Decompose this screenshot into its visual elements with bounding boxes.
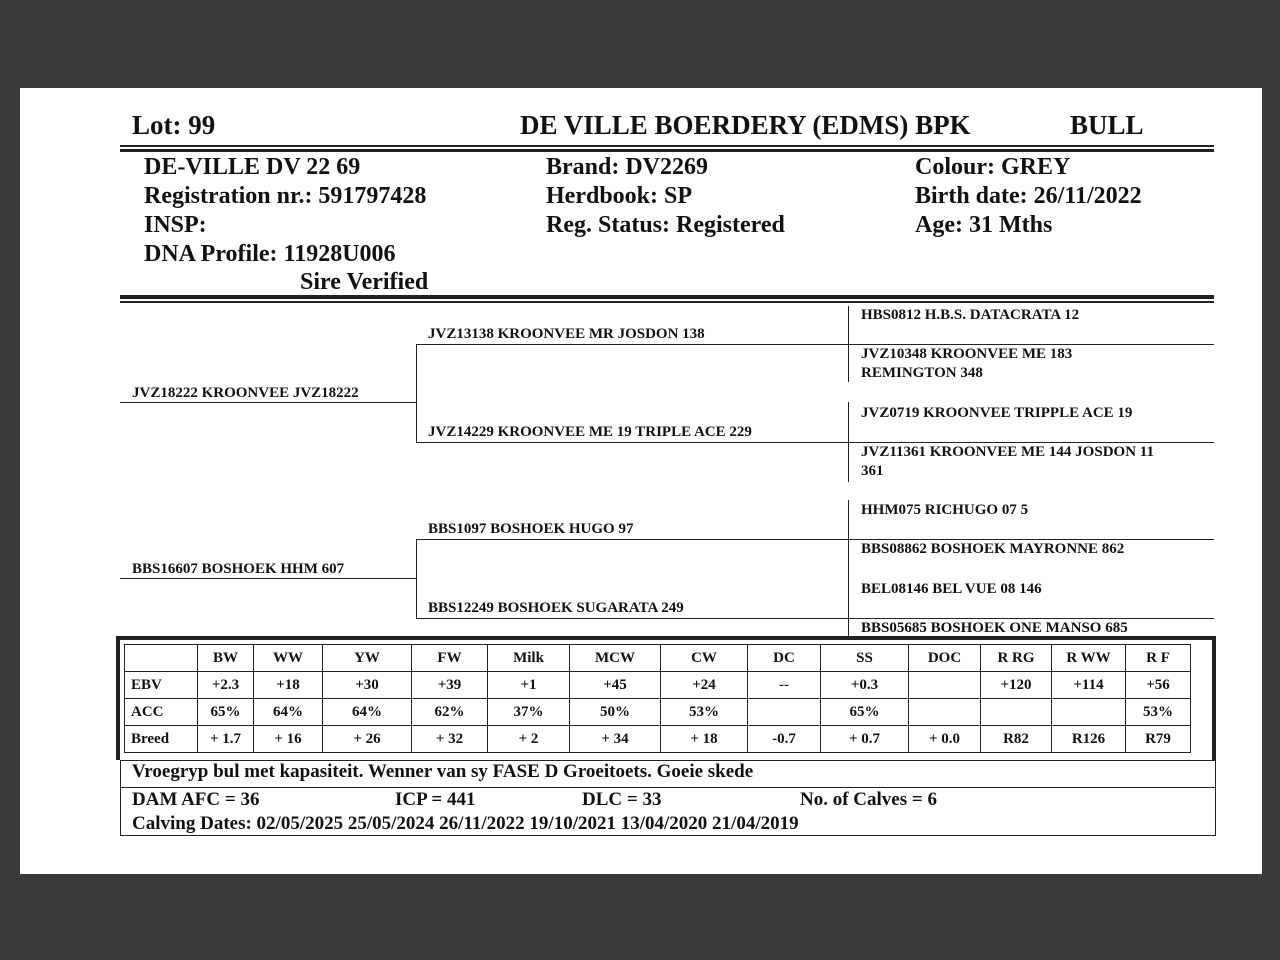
ds-line — [416, 539, 848, 540]
table-cell — [1052, 699, 1126, 726]
pedigree-dsd: BBS08862 BOSHOEK MAYRONNE 862 — [861, 541, 1125, 557]
table-cell: R126 — [1052, 726, 1126, 753]
header-cell: FW — [412, 645, 488, 672]
sire-line — [120, 402, 416, 403]
pedigree-sire-dam: JVZ14229 KROONVEE ME 19 TRIPLE ACE 229 — [428, 424, 752, 440]
breed-row — [125, 726, 1191, 753]
header-cell: CW — [661, 645, 748, 672]
table-cell: 64% — [254, 699, 323, 726]
ss-line — [416, 344, 848, 345]
table-cell: + 0.7 — [821, 726, 909, 753]
table-cell: + 1.7 — [198, 726, 254, 753]
dam-line — [120, 578, 416, 579]
table-cell: +24 — [661, 672, 748, 699]
row-label: Breed — [125, 726, 198, 753]
header-cell: R WW — [1052, 645, 1126, 672]
table-cell — [909, 672, 981, 699]
table-cell: -- — [748, 672, 821, 699]
table-cell: 53% — [1126, 699, 1191, 726]
sss-line — [848, 344, 1214, 345]
table-cell: 37% — [488, 699, 570, 726]
table-cell — [748, 699, 821, 726]
table-cell: +114 — [1052, 672, 1126, 699]
dd-line — [416, 618, 848, 619]
table-cell: + 0.0 — [909, 726, 981, 753]
registration-number: Registration nr.: 591797428 — [144, 183, 427, 209]
pedigree-ssd-cont: REMINGTON 348 — [861, 365, 983, 381]
table-cell: 64% — [323, 699, 412, 726]
sd-line — [416, 442, 848, 443]
sire-bracket — [416, 344, 417, 442]
table-cell: +45 — [570, 672, 661, 699]
header-cell: YW — [323, 645, 412, 672]
pedigree-sdd: JVZ11361 KROONVEE ME 144 JOSDON 11 — [861, 444, 1154, 460]
table-cell: 50% — [570, 699, 661, 726]
pedigree-dam-sire: BBS1097 BOSHOEK HUGO 97 — [428, 521, 634, 537]
header-cell: R F — [1126, 645, 1191, 672]
header-cell: Milk — [488, 645, 570, 672]
row-label: ACC — [125, 699, 198, 726]
pedigree-sds: JVZ0719 KROONVEE TRIPPLE ACE 19 — [861, 405, 1133, 421]
table-cell: +30 — [323, 672, 412, 699]
acc-row — [125, 699, 1191, 726]
dna-profile: DNA Profile: 11928U006 — [144, 241, 396, 267]
animal-name: DE-VILLE DV 22 69 — [144, 154, 361, 180]
animal-sex: BULL — [1070, 110, 1144, 140]
pedigree-ssd: JVZ10348 KROONVEE ME 183 — [861, 346, 1073, 362]
calving-dates: Calving Dates: 02/05/2025 25/05/2024 26/11/2022 19/10/2021 13/04/2020 21/04/2019 — [132, 813, 799, 834]
table-cell: +18 — [254, 672, 323, 699]
table-left-border — [116, 636, 120, 760]
table-cell: 53% — [661, 699, 748, 726]
info-rule — [120, 301, 1214, 303]
dds-line — [848, 618, 1214, 619]
table-cell: R82 — [981, 726, 1052, 753]
colour: Colour: GREY — [915, 154, 1071, 180]
header-cell — [125, 645, 198, 672]
calves-count: No. of Calves = 6 — [800, 789, 937, 810]
sds-line — [848, 442, 1214, 443]
pedigree-dam-dam: BBS12249 BOSHOEK SUGARATA 249 — [428, 600, 684, 616]
header-cell: DOC — [909, 645, 981, 672]
header-cell: MCW — [570, 645, 661, 672]
dam-afc: DAM AFC = 36 — [132, 789, 260, 810]
info-rule-thick — [120, 295, 1214, 299]
table-cell: + 32 — [412, 726, 488, 753]
header-cell: BW — [198, 645, 254, 672]
comment-text: Vroegryp bul met kapasiteit. Wenner van sy FASE D Groeitoets. Goeie skede — [132, 761, 754, 782]
table-cell — [909, 699, 981, 726]
birth-date: Birth date: 26/11/2022 — [915, 183, 1142, 209]
dd-bracket — [848, 578, 849, 638]
pedigree-dam: BBS16607 BOSHOEK HHM 607 — [132, 561, 345, 577]
table-cell: +0.3 — [821, 672, 909, 699]
table-cell: +1 — [488, 672, 570, 699]
table-cell: +39 — [412, 672, 488, 699]
pedigree-sss: HBS0812 H.B.S. DATACRATA 12 — [861, 307, 1080, 323]
header-cell: SS — [821, 645, 909, 672]
insp: INSP: — [144, 212, 207, 238]
icp: ICP = 441 — [395, 789, 476, 810]
ebv-row — [125, 672, 1191, 699]
table-right-border — [1212, 636, 1216, 760]
table-cell — [981, 699, 1052, 726]
pedigree-dds: BEL08146 BEL VUE 08 146 — [861, 581, 1042, 597]
header-cell: DC — [748, 645, 821, 672]
table-cell: +56 — [1126, 672, 1191, 699]
table-cell: 62% — [412, 699, 488, 726]
age: Age: 31 Mths — [915, 212, 1053, 238]
header-cell: WW — [254, 645, 323, 672]
table-cell: 65% — [198, 699, 254, 726]
table-cell: -0.7 — [748, 726, 821, 753]
dlc: DLC = 33 — [582, 789, 662, 810]
reg-status: Reg. Status: Registered — [546, 212, 785, 238]
header-cell: R RG — [981, 645, 1052, 672]
row-label: EBV — [125, 672, 198, 699]
herdbook: Herdbook: SP — [546, 183, 693, 209]
table-cell: + 34 — [570, 726, 661, 753]
table-cell: + 18 — [661, 726, 748, 753]
header-rule — [120, 145, 1214, 147]
breeder-name: DE VILLE BOERDERY (EDMS) BPK — [520, 110, 971, 140]
pedigree-dss: HHM075 RICHUGO 07 5 — [861, 502, 1029, 518]
sire-verified: Sire Verified — [300, 269, 429, 295]
table-header-row — [125, 645, 1191, 672]
header-rule-thick — [120, 149, 1214, 152]
table-cell: + 26 — [323, 726, 412, 753]
ds-bracket — [848, 500, 849, 580]
dss-line — [848, 539, 1214, 540]
lot-number: Lot: 99 — [132, 110, 216, 140]
pedigree-sdd-cont: 361 — [861, 463, 884, 479]
table-cell: +2.3 — [198, 672, 254, 699]
dam-bracket — [416, 539, 417, 618]
table-cell: + 16 — [254, 726, 323, 753]
table-cell: 65% — [821, 699, 909, 726]
lot-sheet — [20, 88, 1262, 874]
pedigree-sire-sire: JVZ13138 KROONVEE MR JOSDON 138 — [428, 326, 705, 342]
pedigree-sire: JVZ18222 KROONVEE JVZ18222 — [132, 385, 359, 401]
brand: Brand: DV2269 — [546, 154, 709, 180]
table-cell: +120 — [981, 672, 1052, 699]
table-cell: R79 — [1126, 726, 1191, 753]
ebv-table — [124, 644, 1191, 753]
table-cell: + 2 — [488, 726, 570, 753]
table-top-rule — [116, 636, 1216, 640]
pedigree-ddd: BBS05685 BOSHOEK ONE MANSO 685 — [861, 620, 1128, 636]
